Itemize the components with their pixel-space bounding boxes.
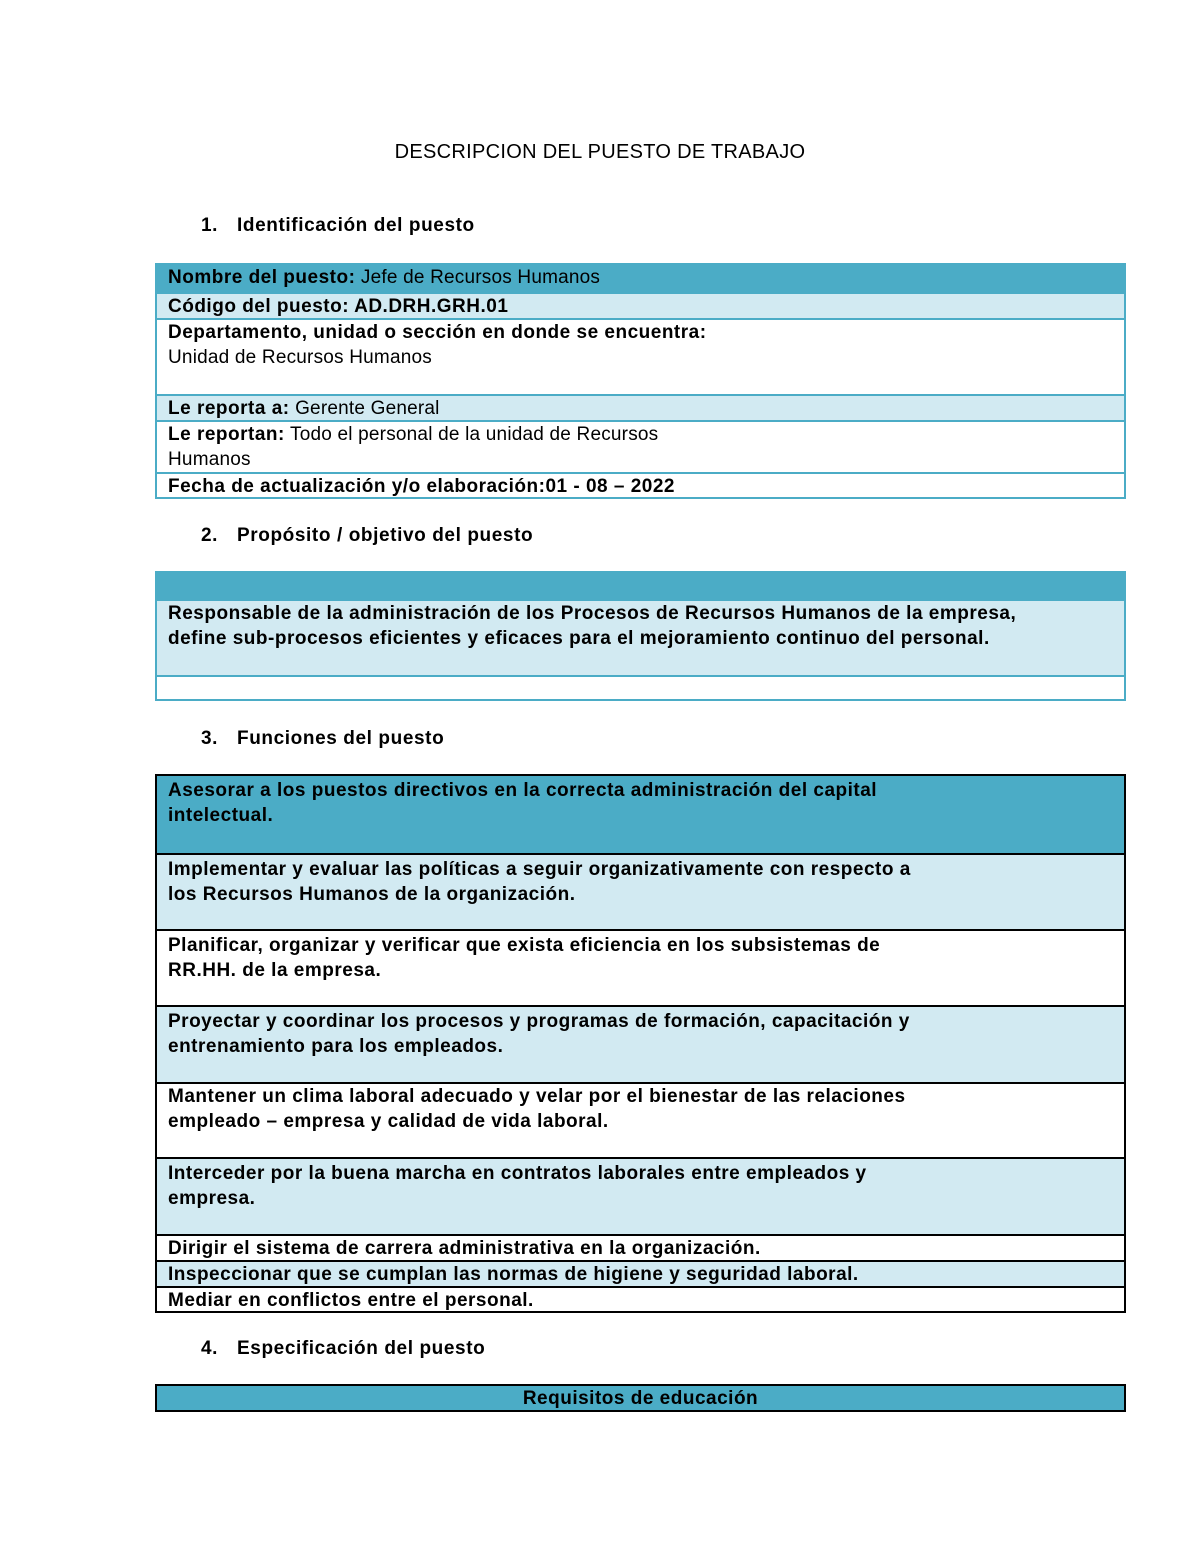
section-title: Propósito / objetivo del puesto bbox=[237, 525, 534, 546]
section-4-heading bbox=[201, 1338, 485, 1360]
specification-table bbox=[155, 1384, 1126, 1412]
subordinates-label: Le reportan: bbox=[168, 424, 285, 445]
function-line-2: los Recursos Humanos de la organización. bbox=[168, 884, 576, 905]
function-line-2: entrenamiento para los empleados. bbox=[168, 1036, 504, 1057]
purpose-line-2: define sub-procesos eficientes y eficaces para el mejoramiento continuo del personal. bbox=[168, 628, 990, 649]
department-label: Departamento, unidad o sección en donde se encuentra: bbox=[168, 322, 707, 343]
section-number: 1. bbox=[201, 215, 219, 236]
update-date-row bbox=[157, 472, 1124, 497]
function-line-1: Dirigir el sistema de carrera administrativa en la organización. bbox=[168, 1238, 761, 1259]
section-number: 4. bbox=[201, 1338, 219, 1359]
job-name-value: Jefe de Recursos Humanos bbox=[355, 267, 601, 288]
function-line-2: intelectual. bbox=[168, 805, 274, 826]
functions-table bbox=[155, 774, 1126, 1313]
purpose-row bbox=[157, 599, 1124, 675]
department-value: Unidad de Recursos Humanos bbox=[168, 347, 432, 368]
function-row bbox=[157, 929, 1124, 1005]
section-title: Funciones del puesto bbox=[237, 728, 445, 749]
function-line-1: Asesorar a los puestos directivos en la correcta administración del capital bbox=[168, 780, 878, 801]
section-number: 3. bbox=[201, 728, 219, 749]
section-3-heading bbox=[201, 728, 444, 750]
function-row bbox=[157, 776, 1124, 853]
purpose-line-1: Responsable de la administración de los Procesos de Recursos Humanos de la empresa, bbox=[168, 603, 1017, 624]
department-row bbox=[157, 318, 1124, 394]
section-title: Especificación del puesto bbox=[237, 1338, 486, 1359]
section-2-heading bbox=[201, 525, 533, 547]
job-code-row bbox=[157, 292, 1124, 318]
function-line-2: empleado – empresa y calidad de vida laboral. bbox=[168, 1111, 609, 1132]
identification-table bbox=[155, 263, 1126, 499]
section-number: 2. bbox=[201, 525, 219, 546]
function-line-1: Mantener un clima laboral adecuado y velar por el bienestar de las relaciones bbox=[168, 1086, 906, 1107]
function-row bbox=[157, 1005, 1124, 1082]
subordinates-value-line1: Todo el personal de la unidad de Recursos bbox=[284, 424, 659, 445]
job-name-label: Nombre del puesto: bbox=[168, 267, 356, 288]
education-header-row bbox=[157, 1386, 1124, 1410]
job-code-label: Código del puesto: AD.DRH.GRH.01 bbox=[168, 296, 509, 317]
function-row bbox=[157, 1082, 1124, 1157]
reports-to-label: Le reporta a: bbox=[168, 398, 290, 419]
function-row bbox=[157, 853, 1124, 929]
function-line-2: RR.HH. de la empresa. bbox=[168, 960, 382, 981]
section-title: Identificación del puesto bbox=[237, 215, 475, 236]
function-line-1: Mediar en conflictos entre el personal. bbox=[168, 1290, 534, 1311]
function-line-1: Planificar, organizar y verificar que exista eficiencia en los subsistemas de bbox=[168, 935, 881, 956]
function-row bbox=[157, 1260, 1124, 1286]
subordinates-value-line2: Humanos bbox=[168, 449, 251, 470]
function-line-1: Inspeccionar que se cumplan las normas de higiene y seguridad laboral. bbox=[168, 1264, 859, 1285]
reports-to-row bbox=[157, 394, 1124, 420]
function-row bbox=[157, 1234, 1124, 1260]
job-name-row bbox=[157, 265, 1124, 292]
function-line-2: empresa. bbox=[168, 1188, 256, 1209]
function-line-1: Implementar y evaluar las políticas a seguir organizativamente con respecto a bbox=[168, 859, 911, 880]
section-1-heading bbox=[201, 215, 475, 237]
function-row bbox=[157, 1157, 1124, 1234]
subordinates-row bbox=[157, 420, 1124, 472]
purpose-table bbox=[155, 571, 1126, 701]
function-line-1: Proyectar y coordinar los procesos y programas de formación, capacitación y bbox=[168, 1011, 910, 1032]
page-title: DESCRIPCION DEL PUESTO DE TRABAJO bbox=[394, 141, 806, 163]
function-row bbox=[157, 1286, 1124, 1311]
update-date-label: Fecha de actualización y/o elaboración:01 - 08 – 2022 bbox=[168, 476, 675, 497]
purpose-empty-row bbox=[157, 675, 1124, 699]
purpose-header-row bbox=[157, 573, 1124, 599]
education-header: Requisitos de educación bbox=[522, 1388, 759, 1409]
reports-to-value: Gerente General bbox=[289, 398, 440, 419]
function-line-1: Interceder por la buena marcha en contratos laborales entre empleados y bbox=[168, 1163, 867, 1184]
